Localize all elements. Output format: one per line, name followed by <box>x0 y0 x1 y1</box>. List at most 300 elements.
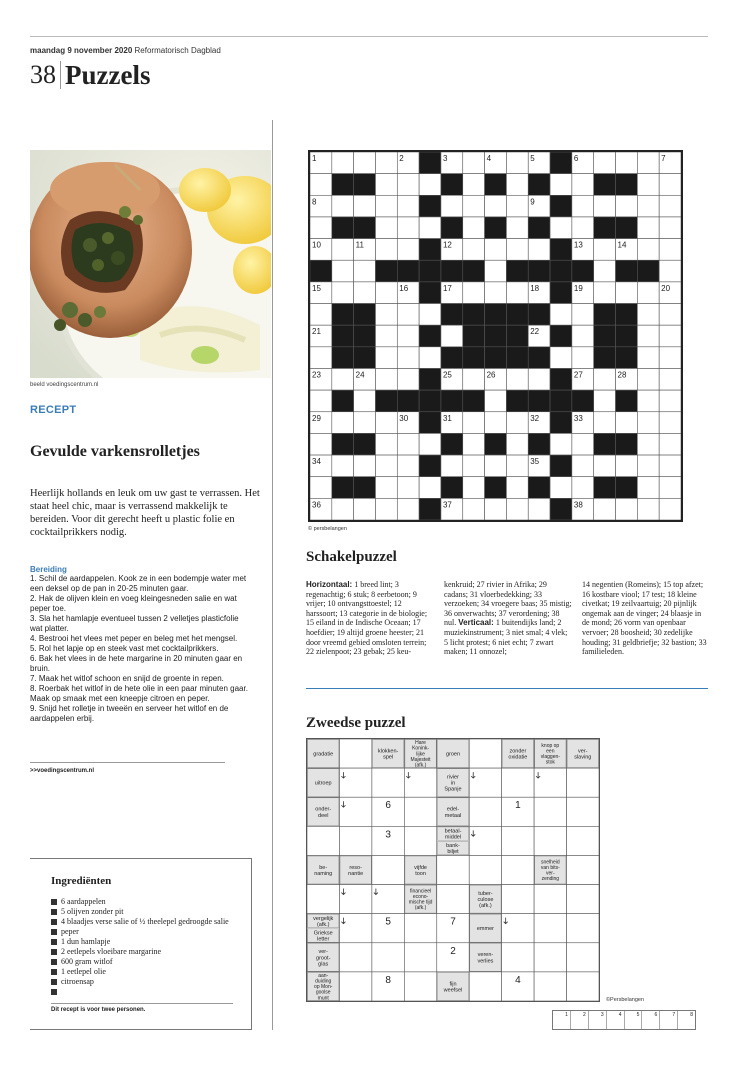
crossword-cell[interactable] <box>637 390 659 412</box>
zweeds-cell[interactable] <box>534 885 566 914</box>
ingredient-item: 2 eetlepels vloeibare margarine <box>51 947 241 957</box>
crossword-cell[interactable] <box>375 433 397 455</box>
down-label: Verticaal: <box>458 618 494 628</box>
crossword-number: 8 <box>312 197 317 207</box>
crossword-number: 36 <box>312 500 321 510</box>
zweeds-cell[interactable] <box>502 855 534 884</box>
step: 6. Bak het vlees in de hete margarine in 20 minuten gaar en bruin. <box>30 654 243 673</box>
crossword-cell[interactable] <box>485 282 507 304</box>
crossword-cell[interactable] <box>485 195 507 217</box>
crossword-cell[interactable] <box>528 498 550 520</box>
zweeds-cell[interactable] <box>469 739 501 768</box>
recipe-source-link[interactable]: >>voedingscentrum.nl <box>30 768 95 774</box>
crossword-cell[interactable] <box>332 412 354 434</box>
crossword-cell[interactable] <box>659 304 681 326</box>
crossword-cell[interactable] <box>463 368 485 390</box>
crossword-cell[interactable] <box>310 390 332 412</box>
crossword-cell[interactable] <box>572 347 594 369</box>
zweeds-cell[interactable] <box>567 826 599 855</box>
crossword-cell[interactable] <box>332 195 354 217</box>
crossword-cell[interactable] <box>463 455 485 477</box>
crossword-cell[interactable] <box>572 217 594 239</box>
crossword-cell[interactable] <box>375 347 397 369</box>
zweeds-cell[interactable] <box>567 885 599 914</box>
zweeds-cell[interactable] <box>437 885 469 914</box>
crossword-cell[interactable] <box>332 282 354 304</box>
zweeds-clue-text: snelheid van bits-ver-zending <box>540 859 560 883</box>
zweeds-cell[interactable] <box>404 797 436 826</box>
zweeds-cell[interactable] <box>502 914 534 943</box>
crossword-cell[interactable] <box>659 239 681 261</box>
zweeds-clue-text: Griekse letter <box>313 930 333 943</box>
solution-cell[interactable]: 4 <box>607 1011 625 1029</box>
crossword-cell[interactable] <box>572 433 594 455</box>
crossword-cell[interactable] <box>659 412 681 434</box>
zweeds-cell[interactable] <box>339 972 371 1001</box>
crossword-cell[interactable] <box>463 282 485 304</box>
crossword-cell[interactable] <box>550 304 572 326</box>
crossword-cell[interactable] <box>506 152 528 174</box>
crossword-cell[interactable] <box>375 412 397 434</box>
crossword-cell[interactable] <box>637 304 659 326</box>
crossword-block <box>332 433 354 455</box>
crossword-cell[interactable] <box>594 498 616 520</box>
zweeds-cell[interactable] <box>404 914 436 943</box>
zweeds-cell[interactable] <box>339 768 371 797</box>
crossword-cell[interactable] <box>354 260 376 282</box>
step: 1. Schil de aardappelen. Kook ze in een bodempje water met een deksel op de pan in 20-25 minuten gaar. <box>30 574 247 593</box>
zweeds-clue-text: be-naming <box>314 864 333 877</box>
crossword-cell[interactable] <box>463 152 485 174</box>
crossword-cell[interactable] <box>332 498 354 520</box>
crossword-block <box>506 304 528 326</box>
crossword-cell[interactable] <box>637 455 659 477</box>
crossword-cell[interactable] <box>310 433 332 455</box>
crossword-cell[interactable] <box>659 390 681 412</box>
crossword-cell[interactable] <box>397 347 419 369</box>
zweeds-cell[interactable] <box>502 885 534 914</box>
crossword-block <box>594 477 616 499</box>
zweeds-cell[interactable] <box>404 768 436 797</box>
crossword-block <box>550 152 572 174</box>
crossword-cell[interactable] <box>528 368 550 390</box>
crossword-cell[interactable] <box>637 195 659 217</box>
zweeds-cell[interactable] <box>502 768 534 797</box>
crossword-cell[interactable] <box>310 347 332 369</box>
crossword-cell[interactable] <box>506 217 528 239</box>
crossword-cell[interactable] <box>594 152 616 174</box>
crossword-cell[interactable] <box>310 477 332 499</box>
crossword-number: 21 <box>312 327 321 337</box>
crossword-block <box>550 239 572 261</box>
crossword-number: 15 <box>312 283 321 293</box>
crossword-cell[interactable] <box>419 347 441 369</box>
zweeds-credit: ©Persbelangen <box>606 997 644 1003</box>
crossword-cell[interactable] <box>637 368 659 390</box>
step: 7. Maak het witlof schoon en snijd de groente in repen. <box>30 674 224 683</box>
crossword-cell[interactable] <box>463 239 485 261</box>
zweeds-cell[interactable] <box>469 855 501 884</box>
crossword-cell[interactable] <box>397 239 419 261</box>
zweeds-cell[interactable] <box>534 797 566 826</box>
crossword-cell[interactable] <box>594 195 616 217</box>
crossword-cell[interactable] <box>375 455 397 477</box>
solution-cell[interactable]: 5 <box>625 1011 643 1029</box>
crossword-cell[interactable] <box>616 282 638 304</box>
crossword-cell[interactable] <box>310 304 332 326</box>
crossword-cell[interactable] <box>463 433 485 455</box>
zweeds-cell[interactable] <box>469 797 501 826</box>
zweeds-cell[interactable] <box>307 885 339 914</box>
crossword-cell[interactable] <box>375 195 397 217</box>
crossword-cell[interactable] <box>485 455 507 477</box>
crossword-cell[interactable] <box>375 152 397 174</box>
zweeds-clue-text: zonder oxidatie <box>508 748 528 761</box>
crossword-cell[interactable] <box>397 498 419 520</box>
zweeds-cell[interactable] <box>502 826 534 855</box>
crossword-number: 7 <box>661 154 666 163</box>
zweeds-cell[interactable] <box>469 826 501 855</box>
crossword-cell[interactable] <box>637 325 659 347</box>
crossword-block <box>441 433 463 455</box>
crossword-cell[interactable] <box>354 152 376 174</box>
crossword-cell[interactable] <box>310 174 332 196</box>
crossword-cell[interactable] <box>397 174 419 196</box>
crossword-block <box>528 217 550 239</box>
crossword-cell[interactable] <box>572 174 594 196</box>
crossword-cell[interactable] <box>463 217 485 239</box>
crossword-cell[interactable] <box>616 498 638 520</box>
crossword-number: 5 <box>530 154 535 163</box>
crossword-cell[interactable] <box>594 282 616 304</box>
crossword-cell[interactable] <box>637 347 659 369</box>
crossword-cell[interactable] <box>485 239 507 261</box>
crossword-cell[interactable] <box>659 195 681 217</box>
crossword-cell[interactable] <box>419 304 441 326</box>
zweeds-cell[interactable] <box>502 943 534 972</box>
crossword-cell[interactable] <box>616 152 638 174</box>
zweeds-clue-text: knop op een vlaggen-stok <box>540 742 560 766</box>
crossword-cell[interactable] <box>594 260 616 282</box>
crossword-cell[interactable] <box>332 368 354 390</box>
crossword-cell[interactable] <box>550 477 572 499</box>
crossword-cell[interactable] <box>659 477 681 499</box>
crossword-cell[interactable] <box>659 260 681 282</box>
crossword-block <box>441 347 463 369</box>
crossword-cell[interactable] <box>506 477 528 499</box>
crossword-cell[interactable] <box>616 195 638 217</box>
crossword-number: 23 <box>312 370 321 380</box>
crossword-cell[interactable] <box>659 347 681 369</box>
zweeds-clue-text: veren-verlies <box>477 952 494 965</box>
crossword-cell[interactable] <box>637 152 659 174</box>
zweeds-cell[interactable] <box>372 885 404 914</box>
crossword-cell[interactable] <box>659 433 681 455</box>
crossword-cell[interactable] <box>397 325 419 347</box>
crossword-cell[interactable] <box>419 217 441 239</box>
solution-cell[interactable]: 1 <box>553 1011 571 1029</box>
crossword-block <box>441 174 463 196</box>
crossword-cell[interactable] <box>659 498 681 520</box>
zweeds-cell[interactable] <box>372 768 404 797</box>
crossword-cell[interactable] <box>485 498 507 520</box>
solution-cell[interactable]: 6 <box>642 1011 660 1029</box>
crossword-cell[interactable] <box>659 368 681 390</box>
crossword-cell[interactable] <box>375 368 397 390</box>
crossword-cell[interactable] <box>375 174 397 196</box>
crossword-cell[interactable] <box>463 477 485 499</box>
crossword-cell[interactable] <box>550 217 572 239</box>
zweeds-cell[interactable] <box>404 943 436 972</box>
zweeds-cell[interactable] <box>534 768 566 797</box>
crossword-cell[interactable] <box>375 325 397 347</box>
zweeds-cell[interactable] <box>534 826 566 855</box>
crossword-block <box>485 433 507 455</box>
crossword-cell[interactable] <box>637 412 659 434</box>
crossword-cell[interactable] <box>463 174 485 196</box>
crossword-cell[interactable] <box>659 455 681 477</box>
crossword-cell[interactable] <box>506 433 528 455</box>
crossword-cell[interactable] <box>572 477 594 499</box>
crossword-cell[interactable] <box>441 325 463 347</box>
solution-cell[interactable]: 7 <box>660 1011 678 1029</box>
crossword-cell[interactable] <box>354 498 376 520</box>
step: 8. Roerbak het witlof in de hete olie in een paar minuten gaar. Maak op smaak met een kneepje citroen en peper. <box>30 684 248 703</box>
crossword-cell[interactable] <box>375 217 397 239</box>
crossword-cell[interactable] <box>375 498 397 520</box>
zweeds-number: 1 <box>515 800 521 812</box>
zweeds-clue-text: rivier in Spanje <box>444 774 462 793</box>
solution-cell[interactable]: 2 <box>571 1011 589 1029</box>
crossword-cell[interactable] <box>506 195 528 217</box>
zweeds-cell[interactable] <box>339 739 371 768</box>
zweeds-cell[interactable] <box>469 972 501 1001</box>
crossword-block <box>528 390 550 412</box>
ingredient-item: 6 aardappelen <box>51 897 241 907</box>
crossword-cell[interactable] <box>659 174 681 196</box>
zweeds-cell[interactable] <box>437 855 469 884</box>
zweeds-cell[interactable] <box>567 768 599 797</box>
zweeds-cell[interactable] <box>567 855 599 884</box>
crossword-cell[interactable] <box>419 477 441 499</box>
ingredient-item: 4 blaadjes verse salie of ½ theelepel gedroogde salie <box>51 917 241 927</box>
crossword-block <box>550 195 572 217</box>
crossword-cell[interactable] <box>572 304 594 326</box>
crossword-cell[interactable] <box>375 304 397 326</box>
crossword-cell[interactable] <box>397 368 419 390</box>
zweeds-cell[interactable] <box>534 914 566 943</box>
zweeds-cell[interactable] <box>307 826 339 855</box>
crossword-block <box>616 325 638 347</box>
zweeds-cell[interactable] <box>567 797 599 826</box>
zweeds-cell[interactable] <box>469 768 501 797</box>
zweeds-number: 4 <box>515 974 521 986</box>
crossword-cell[interactable] <box>375 282 397 304</box>
crossword-cell[interactable] <box>506 174 528 196</box>
zweeds-cell[interactable] <box>567 943 599 972</box>
solution-cell[interactable]: 8 <box>690 1012 693 1018</box>
zweeds-cell[interactable] <box>339 943 371 972</box>
across-clues: 1 breed lint; 3 regenachtig; 6 stuk; 8 eerbetoon; 9 vrijer; 10 ontvangsttoestel; 12 harssoort; 13 categorie in de biologie; 15 eiland in de Indische Oceaan; 17 hoefdier; 19 altijd groene heester; 21 door vreemd gebied omsloten terrein; 22 zielenpoot; 23 gebak; 25 keu- <box>306 580 428 657</box>
crossword-cell[interactable] <box>506 239 528 261</box>
crossword-cell[interactable] <box>397 304 419 326</box>
crossword-block <box>528 260 550 282</box>
crossword-cell[interactable] <box>637 239 659 261</box>
crossword-number: 35 <box>530 457 540 467</box>
solution-cell[interactable]: 3 <box>589 1011 607 1029</box>
zweeds-cell[interactable] <box>534 972 566 1001</box>
ingredients-title: Ingrediënten <box>51 875 112 887</box>
crossword-number: 14 <box>617 240 627 250</box>
crossword-cell[interactable] <box>637 174 659 196</box>
crossword-cell[interactable] <box>594 368 616 390</box>
crossword-cell[interactable] <box>485 390 507 412</box>
date: maandag 9 november 2020 <box>30 46 133 55</box>
crossword-cell[interactable] <box>332 260 354 282</box>
section-rule <box>306 688 708 689</box>
crossword-cell[interactable] <box>485 412 507 434</box>
crossword-cell[interactable] <box>375 477 397 499</box>
crossword-cell[interactable] <box>572 455 594 477</box>
crossword-cell[interactable] <box>441 455 463 477</box>
ingredient-item: 1 eetlepel olie <box>51 967 241 977</box>
crossword-cell[interactable] <box>637 282 659 304</box>
crossword-cell[interactable] <box>441 195 463 217</box>
crossword-cell[interactable] <box>463 498 485 520</box>
column-divider <box>272 120 273 1030</box>
crossword-cell[interactable] <box>506 412 528 434</box>
page-header <box>30 58 150 92</box>
crossword-cell[interactable] <box>637 433 659 455</box>
crossword-block <box>441 477 463 499</box>
zweedse-puzzel-grid[interactable] <box>306 738 600 1002</box>
zweeds-svg[interactable] <box>307 739 599 1001</box>
crossword-cell[interactable] <box>310 217 332 239</box>
crossword-number: 26 <box>486 370 496 380</box>
ingredient-item: 1 dun hamlapje <box>51 937 241 947</box>
crossword-cell[interactable] <box>463 195 485 217</box>
crossword-block <box>616 390 638 412</box>
zweeds-clue-text: groen <box>445 751 461 758</box>
zweeds-cell[interactable] <box>567 914 599 943</box>
crossword-cell[interactable] <box>594 239 616 261</box>
zweeds-cell[interactable] <box>404 972 436 1001</box>
crossword-cell[interactable] <box>616 412 638 434</box>
zweeds-clue-text: fijn weefsel <box>443 981 463 994</box>
crossword-block <box>419 282 441 304</box>
zweeds-number: 5 <box>385 916 391 928</box>
crossword-cell[interactable] <box>354 390 376 412</box>
crossword-block <box>528 304 550 326</box>
crossword-cell[interactable] <box>506 498 528 520</box>
crossword-cell[interactable] <box>332 455 354 477</box>
photo-credit: beeld voedingscentrum.nl <box>30 382 99 388</box>
zweeds-cell[interactable] <box>404 826 436 855</box>
crossword-cell[interactable] <box>354 412 376 434</box>
crossword-cell[interactable] <box>637 217 659 239</box>
crossword-cell[interactable] <box>354 195 376 217</box>
crossword-cell[interactable] <box>550 347 572 369</box>
crossword-block <box>354 347 376 369</box>
crossword-block <box>485 174 507 196</box>
crossword-cell[interactable] <box>419 433 441 455</box>
solution-strip[interactable] <box>552 1010 696 1030</box>
zweeds-cell[interactable] <box>372 943 404 972</box>
crossword-cell[interactable] <box>594 455 616 477</box>
recipe-intro: Heerlijk hollands en leuk om uw gast te verrassen. Het staat heel chic, maar is verrassend makkelijk te bereiden. Voor dit gerecht heeft u plastic folie en cocktailprikkers nodig. <box>30 488 260 538</box>
zweeds-cell[interactable] <box>339 885 371 914</box>
crossword-cell[interactable] <box>550 174 572 196</box>
crossword-block <box>419 498 441 520</box>
zweeds-cell[interactable] <box>567 972 599 1001</box>
crossword-cell[interactable] <box>397 433 419 455</box>
crossword-cell[interactable] <box>375 239 397 261</box>
crossword-cell[interactable] <box>506 455 528 477</box>
crossword-cell[interactable] <box>637 477 659 499</box>
crossword-cell[interactable] <box>419 174 441 196</box>
crossword-cell[interactable] <box>616 455 638 477</box>
crossword-cell[interactable] <box>485 260 507 282</box>
crossword-cell[interactable] <box>572 195 594 217</box>
crossword-number: 11 <box>355 240 364 250</box>
crossword-cell[interactable] <box>332 152 354 174</box>
crossword-number: 9 <box>530 197 535 207</box>
crossword-cell[interactable] <box>463 412 485 434</box>
crossword-cell[interactable] <box>354 282 376 304</box>
ingredient-item: citroensap <box>51 977 241 987</box>
crossword-cell[interactable] <box>397 477 419 499</box>
zweeds-cell[interactable] <box>339 797 371 826</box>
crossword-cell[interactable] <box>659 325 681 347</box>
crossword-block <box>463 304 485 326</box>
crossword-cell[interactable] <box>594 412 616 434</box>
crossword-cell[interactable] <box>572 325 594 347</box>
crossword-block <box>463 260 485 282</box>
zweeds-clue-text: vergelijk (afk.) <box>313 915 334 928</box>
crossword-cell[interactable] <box>659 217 681 239</box>
crossword-grid[interactable] <box>308 150 683 522</box>
zweeds-cell[interactable] <box>534 943 566 972</box>
crossword-cell[interactable] <box>594 390 616 412</box>
crossword-cell[interactable] <box>397 195 419 217</box>
recipe-kicker: RECEPT <box>30 404 77 416</box>
crossword-cell[interactable] <box>506 368 528 390</box>
crossword-cell[interactable] <box>397 455 419 477</box>
schakel-title: Schakelpuzzel <box>306 549 397 565</box>
crossword-block <box>441 304 463 326</box>
crossword-block <box>485 477 507 499</box>
zweeds-cell[interactable] <box>339 914 371 943</box>
crossword-cell[interactable] <box>637 498 659 520</box>
crossword-number: 19 <box>573 283 583 293</box>
zweeds-cell[interactable] <box>339 826 371 855</box>
crossword-cell[interactable] <box>506 282 528 304</box>
crossword-svg[interactable] <box>310 152 681 520</box>
crossword-cell[interactable] <box>397 217 419 239</box>
crossword-block <box>463 347 485 369</box>
zweeds-cell[interactable] <box>372 855 404 884</box>
crossword-number: 27 <box>573 370 583 380</box>
crossword-block <box>463 390 485 412</box>
crossword-cell[interactable] <box>528 239 550 261</box>
zweeds-clue-text: reso-nantie <box>348 864 364 877</box>
crossword-cell[interactable] <box>354 455 376 477</box>
crossword-number: 10 <box>312 240 321 250</box>
top-rule <box>30 36 708 37</box>
preparation-steps <box>30 574 250 724</box>
crossword-cell[interactable] <box>332 239 354 261</box>
crossword-cell[interactable] <box>550 433 572 455</box>
